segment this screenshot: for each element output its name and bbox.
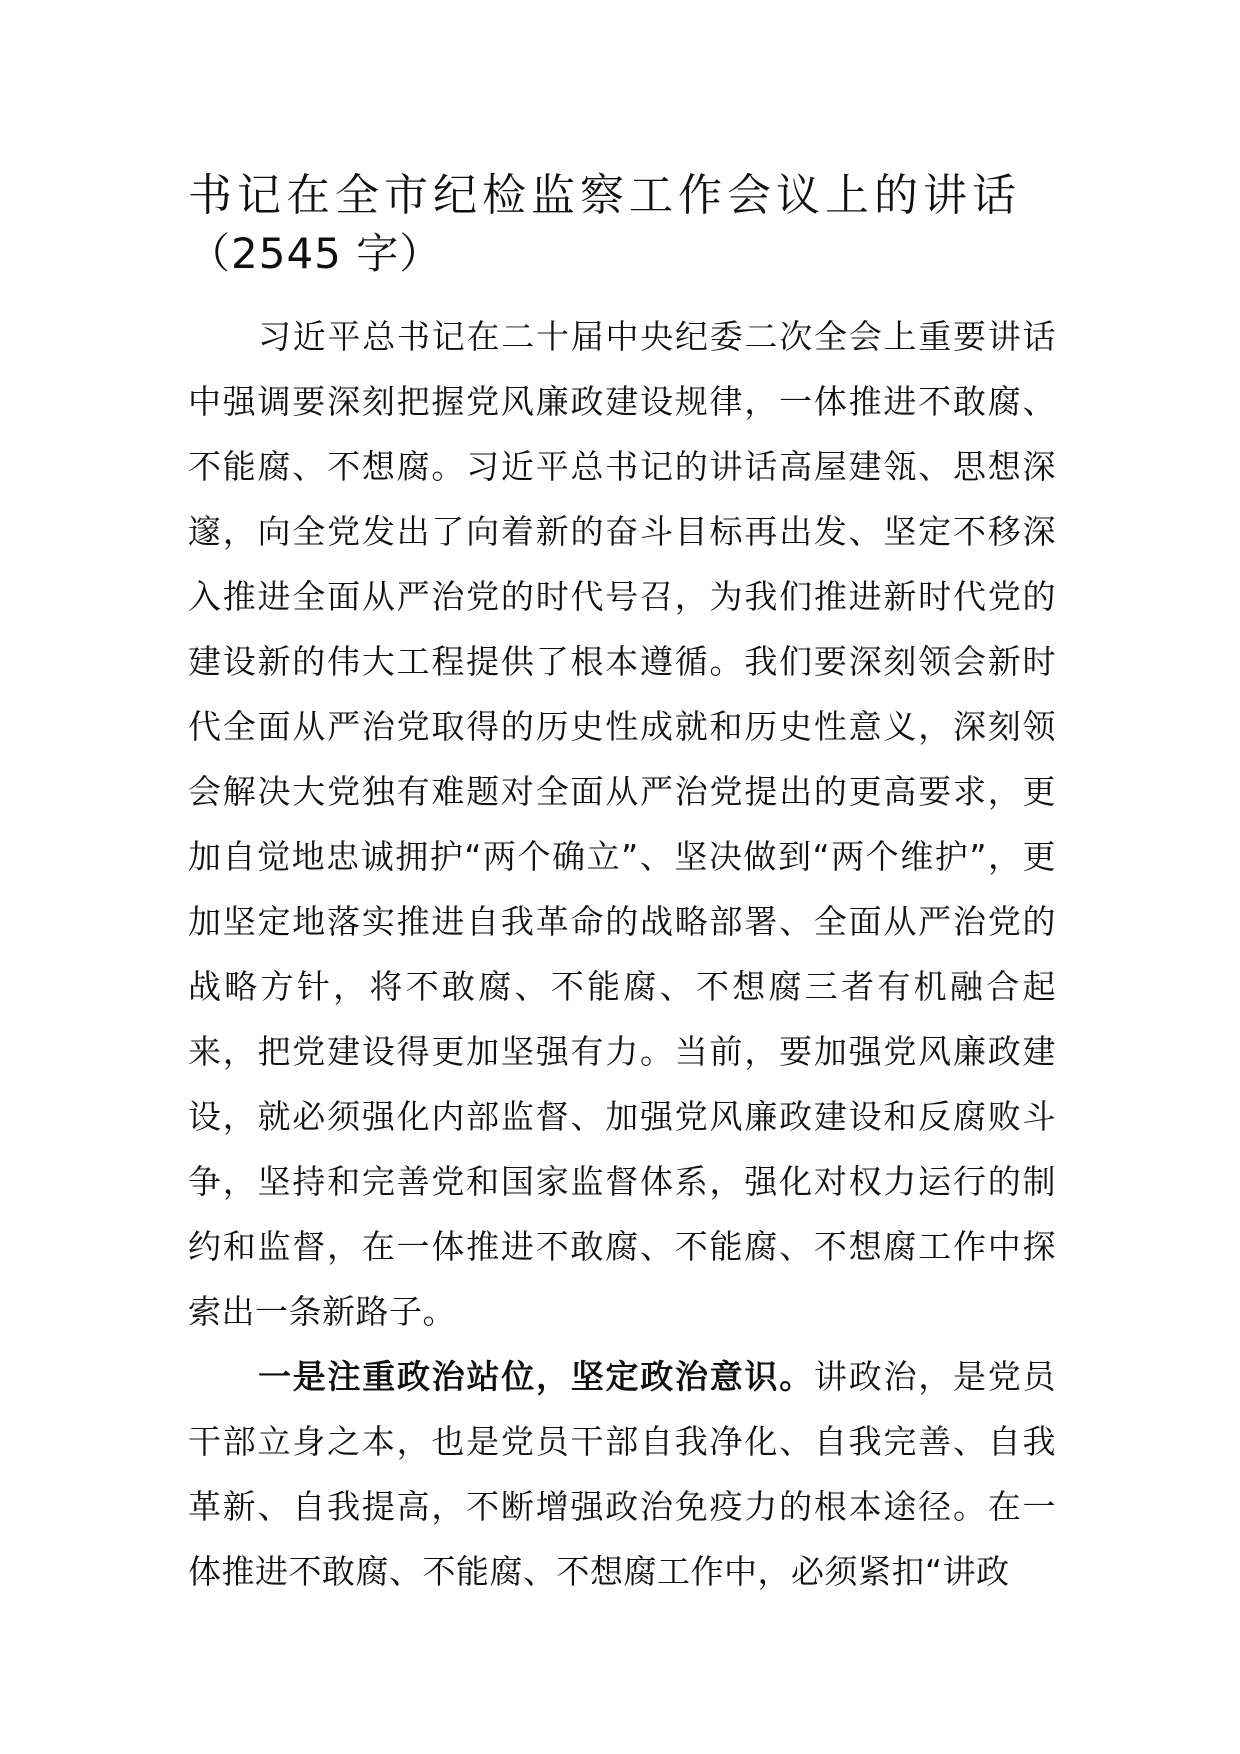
paragraph-point-one (188, 1344, 1056, 1604)
document-title-block (188, 166, 1058, 282)
paragraph-text: 习近平总书记在二十届中央纪委二次全会上重要讲话中强调要深刻把握党风廉政建设规律，一体推进不敢腐、不能腐、不想腐。习近平总书记的讲话高屋建瓴、思想深邃，向全党发出了向着新的奋斗目标再出发、坚定不移深入推进全面从严治党的时代号召，为我们推进新时代党的建设新的伟大工程提供了根本遵循。我们要深刻领会新时代全面从严治党取得的历史性成就和历史性意义，深刻领会解决大党独有难题对全面从严治党提出的更高要求，更加自觉地忠诚拥护“两个确立”、坚决做到“两个维护”，更加坚定地落实推进自我革命的战略部署、全面从严治党的战略方针，将不敢腐、不能腐、不想腐三者有机融合起来，把党建设得更加坚强有力。当前，要加强党风廉政建设，就必须强化内部监督、加强党风廉政建设和反腐败斗争，坚持和完善党和国家监督体系，强化对权力运行的制约和监督，在一体推进不敢腐、不能腐、不想腐工作中探索出一条新路子。 (188, 317, 1056, 1331)
paragraph-text: 讲政治，是党员干部立身之本，也是党员干部自我净化、自我完善、自我革新、自我提高，不断增强政治免疫力的根本途径。在一体推进不敢腐、不能腐、不想腐工作中，必须紧扣“讲政 (188, 1357, 1056, 1591)
document-word-count: （2545 字） (188, 229, 443, 278)
document-title: 书记在全市纪检监察工作会议上的讲话 (188, 170, 1021, 221)
paragraph-intro (188, 304, 1056, 1344)
paragraph-lead: 一是注重政治站位，坚定政治意识。 (258, 1357, 814, 1396)
document-body (188, 304, 1056, 1604)
